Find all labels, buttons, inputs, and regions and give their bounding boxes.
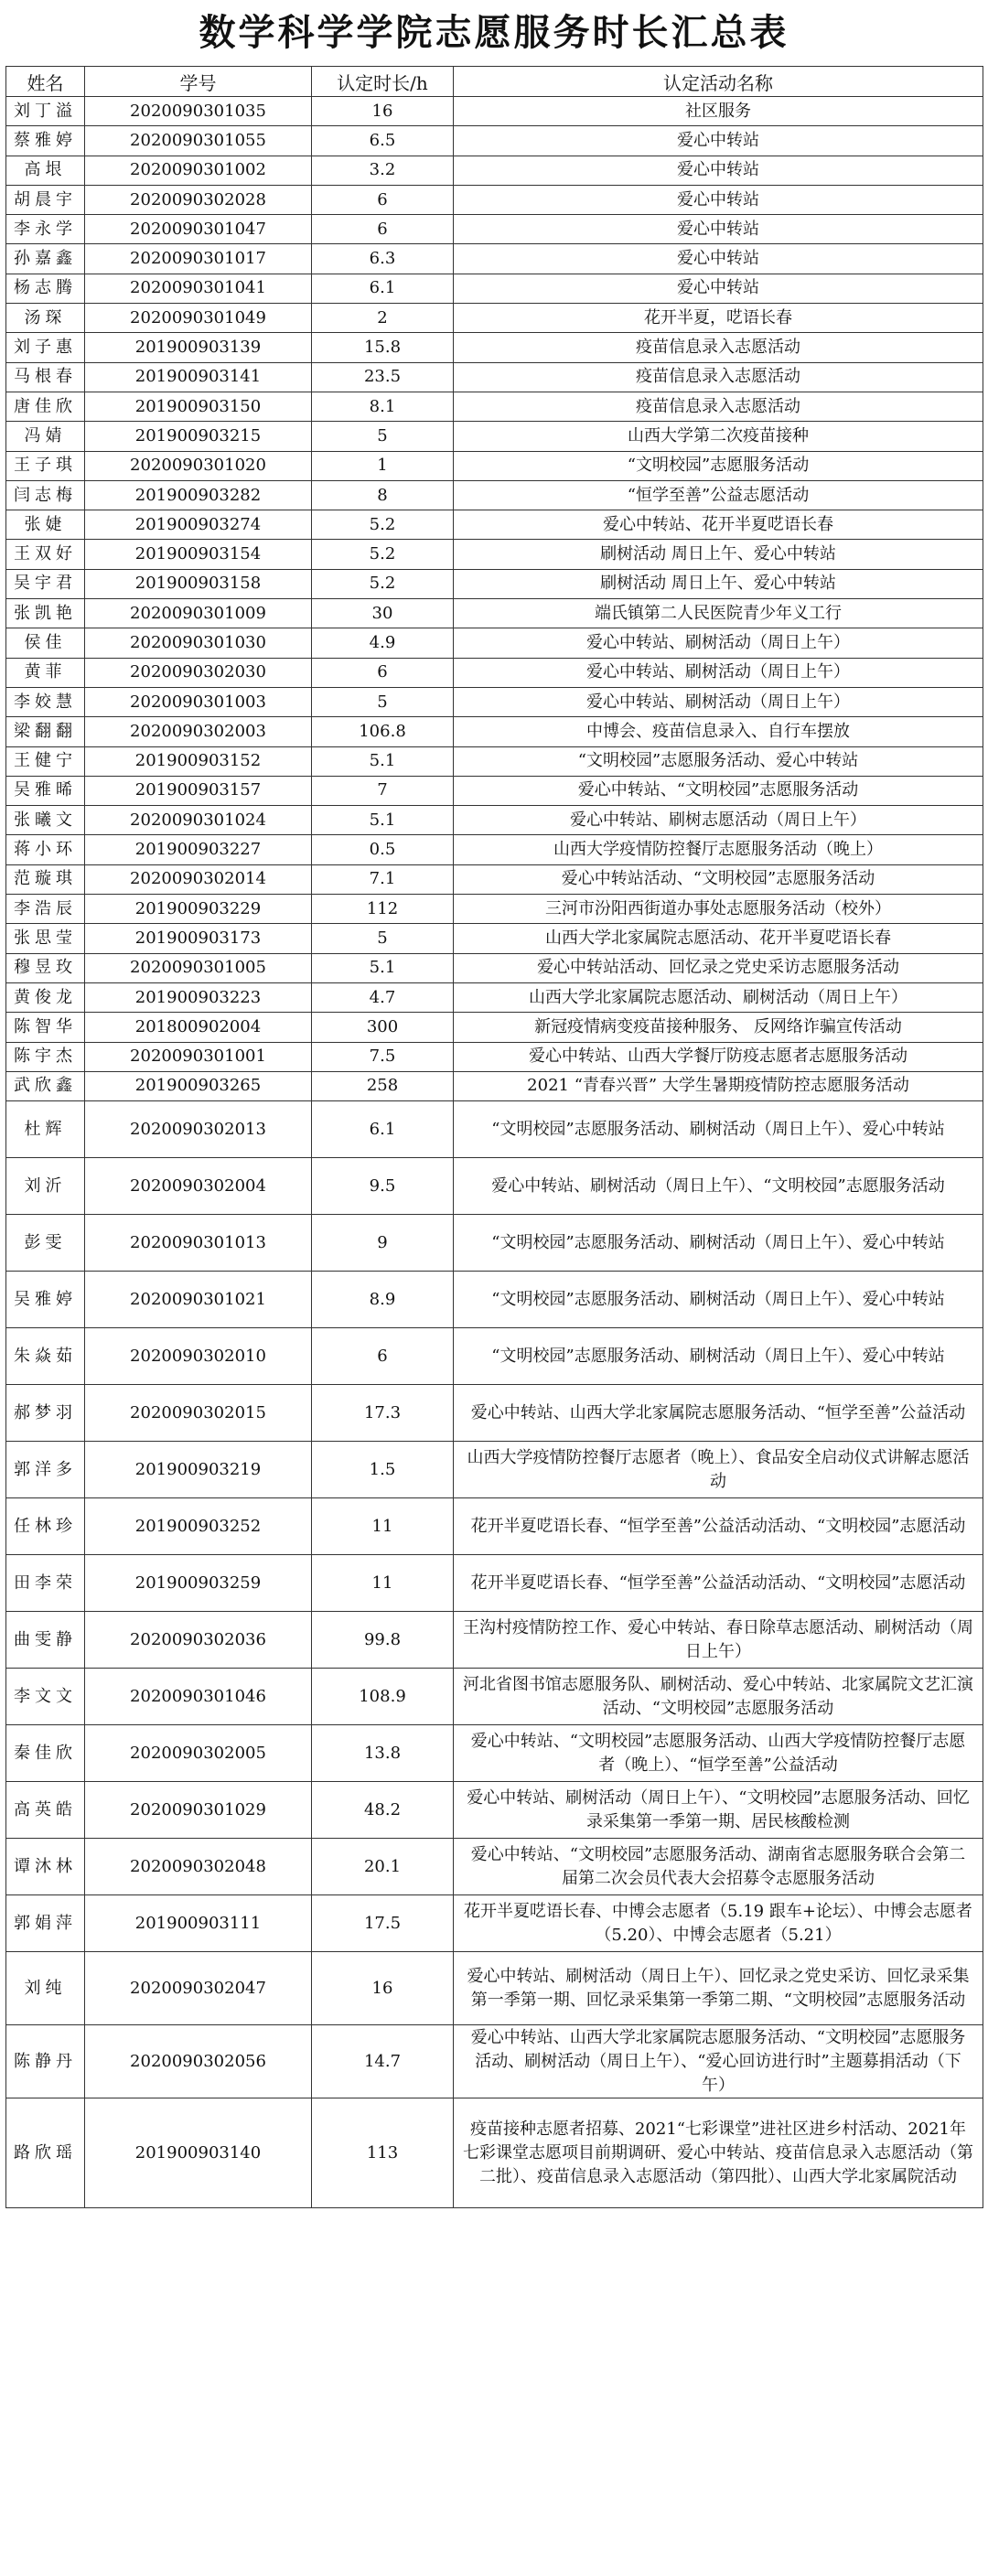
cell-student-id: 201900903282 bbox=[85, 480, 312, 510]
cell-activity: 爱心中转站、“文明校园”志愿服务活动、湖南省志愿服务联合会第二届第二次会员代表大会招募令志愿服务活动 bbox=[454, 1839, 983, 1895]
cell-name: 孙嘉鑫 bbox=[6, 244, 85, 274]
table-row bbox=[6, 835, 983, 864]
cell-name: 彭雯 bbox=[6, 1215, 85, 1272]
table-row bbox=[6, 304, 983, 333]
table-row bbox=[6, 569, 983, 598]
cell-student-id: 2020090302013 bbox=[85, 1101, 312, 1158]
table-row bbox=[6, 1101, 983, 1158]
cell-student-id: 2020090302015 bbox=[85, 1385, 312, 1442]
cell-name: 穆昱玫 bbox=[6, 953, 85, 982]
table-row bbox=[6, 362, 983, 392]
cell-hours: 30 bbox=[312, 599, 454, 628]
cell-name: 张婕 bbox=[6, 510, 85, 540]
cell-name: 高英皓 bbox=[6, 1782, 85, 1839]
table-row bbox=[6, 1013, 983, 1042]
cell-name: 张曦文 bbox=[6, 806, 85, 835]
header-name: 姓名 bbox=[6, 67, 85, 97]
cell-name: 吴雅婷 bbox=[6, 1272, 85, 1328]
cell-activity: 疫苗信息录入志愿活动 bbox=[454, 392, 983, 421]
cell-student-id: 2020090302003 bbox=[85, 717, 312, 746]
cell-student-id: 201900903219 bbox=[85, 1442, 312, 1498]
cell-activity: 山西大学第二次疫苗接种 bbox=[454, 422, 983, 451]
table-row bbox=[6, 2098, 983, 2208]
cell-student-id: 201900903259 bbox=[85, 1555, 312, 1612]
cell-student-id: 201900903158 bbox=[85, 569, 312, 598]
cell-student-id: 2020090301055 bbox=[85, 126, 312, 156]
table-row bbox=[6, 1498, 983, 1555]
cell-hours: 7.1 bbox=[312, 864, 454, 894]
cell-activity: “文明校园”志愿服务活动、刷树活动（周日上午）、爱心中转站 bbox=[454, 1328, 983, 1385]
cell-hours: 258 bbox=[312, 1071, 454, 1100]
cell-name: 王双好 bbox=[6, 540, 85, 569]
table-row bbox=[6, 1839, 983, 1895]
cell-activity: 爱心中转站、花开半夏呓语长春 bbox=[454, 510, 983, 540]
table-row bbox=[6, 1042, 983, 1071]
table-row bbox=[6, 244, 983, 274]
table-row bbox=[6, 599, 983, 628]
table-row bbox=[6, 392, 983, 421]
cell-student-id: 2020090302030 bbox=[85, 658, 312, 687]
table-row bbox=[6, 185, 983, 214]
cell-activity: 2021 “青春兴晋” 大学生暑期疫情防控志愿服务活动 bbox=[454, 1071, 983, 1100]
table-row bbox=[6, 776, 983, 805]
cell-student-id: 2020090302005 bbox=[85, 1725, 312, 1782]
cell-student-id: 201900903252 bbox=[85, 1498, 312, 1555]
cell-activity: “文明校园”志愿服务活动 bbox=[454, 451, 983, 480]
cell-hours: 6 bbox=[312, 215, 454, 244]
cell-student-id: 201900903111 bbox=[85, 1895, 312, 1952]
cell-hours: 300 bbox=[312, 1013, 454, 1042]
cell-hours: 8.9 bbox=[312, 1272, 454, 1328]
cell-name: 王健宁 bbox=[6, 746, 85, 776]
cell-activity: “文明校园”志愿服务活动、刷树活动（周日上午）、爱心中转站 bbox=[454, 1272, 983, 1328]
cell-name: 王子琪 bbox=[6, 451, 85, 480]
cell-activity: 爱心中转站 bbox=[454, 215, 983, 244]
cell-activity: 爱心中转站、“文明校园”志愿服务活动 bbox=[454, 776, 983, 805]
table-row bbox=[6, 1612, 983, 1669]
cell-hours: 20.1 bbox=[312, 1839, 454, 1895]
cell-hours: 16 bbox=[312, 1952, 454, 2025]
cell-name: 黄俊龙 bbox=[6, 982, 85, 1012]
cell-activity: 花开半夏呓语长春、“恒学至善”公益活动活动、“文明校园”志愿活动 bbox=[454, 1498, 983, 1555]
cell-student-id: 201900903157 bbox=[85, 776, 312, 805]
cell-activity: 爱心中转站 bbox=[454, 185, 983, 214]
table-row bbox=[6, 422, 983, 451]
cell-name: 朱焱茹 bbox=[6, 1328, 85, 1385]
cell-hours: 7 bbox=[312, 776, 454, 805]
cell-name: 闫志梅 bbox=[6, 480, 85, 510]
cell-name: 唐佳欣 bbox=[6, 392, 85, 421]
cell-hours: 5 bbox=[312, 924, 454, 953]
cell-name: 路欣瑶 bbox=[6, 2098, 85, 2208]
cell-student-id: 201900903150 bbox=[85, 392, 312, 421]
cell-activity: 山西大学疫情防控餐厅志愿服务活动（晚上） bbox=[454, 835, 983, 864]
cell-activity: 爱心中转站 bbox=[454, 156, 983, 185]
cell-name: 刘子惠 bbox=[6, 333, 85, 362]
cell-student-id: 2020090302014 bbox=[85, 864, 312, 894]
cell-hours: 5.1 bbox=[312, 953, 454, 982]
cell-activity: 花开半夏呓语长春、中博会志愿者（5.19 跟车+论坛）、中博会志愿者（5.20）、中博会志愿者（5.21） bbox=[454, 1895, 983, 1952]
cell-hours: 1.5 bbox=[312, 1442, 454, 1498]
cell-hours: 0.5 bbox=[312, 835, 454, 864]
cell-name: 郭洋多 bbox=[6, 1442, 85, 1498]
cell-activity: 山西大学北家属院志愿活动、刷树活动（周日上午） bbox=[454, 982, 983, 1012]
cell-activity: 中博会、疫苗信息录入、自行车摆放 bbox=[454, 717, 983, 746]
cell-name: 范璇琪 bbox=[6, 864, 85, 894]
cell-activity: 爱心中转站、山西大学餐厅防疫志愿者志愿服务活动 bbox=[454, 1042, 983, 1071]
cell-student-id: 2020090301009 bbox=[85, 599, 312, 628]
cell-name: 谭沐林 bbox=[6, 1839, 85, 1895]
table-row bbox=[6, 1158, 983, 1215]
cell-student-id: 201900903140 bbox=[85, 2098, 312, 2208]
table-row bbox=[6, 982, 983, 1012]
cell-hours: 5.1 bbox=[312, 746, 454, 776]
cell-student-id: 2020090301024 bbox=[85, 806, 312, 835]
cell-student-id: 201900903154 bbox=[85, 540, 312, 569]
cell-student-id: 2020090301047 bbox=[85, 215, 312, 244]
table-row bbox=[6, 1272, 983, 1328]
cell-activity: 疫苗信息录入志愿活动 bbox=[454, 362, 983, 392]
cell-name: 李文文 bbox=[6, 1669, 85, 1725]
cell-student-id: 201900903141 bbox=[85, 362, 312, 392]
cell-name: 马根春 bbox=[6, 362, 85, 392]
cell-student-id: 2020090301035 bbox=[85, 97, 312, 126]
cell-student-id: 201900903265 bbox=[85, 1071, 312, 1100]
cell-name: 蔡雅婷 bbox=[6, 126, 85, 156]
cell-student-id: 2020090301030 bbox=[85, 628, 312, 658]
cell-student-id: 201900903229 bbox=[85, 895, 312, 924]
cell-hours: 5.2 bbox=[312, 569, 454, 598]
cell-hours: 13.8 bbox=[312, 1725, 454, 1782]
cell-activity: 爱心中转站、山西大学北家属院志愿服务活动、“文明校园”志愿服务活动、刷树活动（周日上午）、“爱心回访进行时”主题募捐活动（下午） bbox=[454, 2025, 983, 2098]
cell-activity: 王沟村疫情防控工作、爱心中转站、春日除草志愿活动、刷树活动（周日上午） bbox=[454, 1612, 983, 1669]
cell-name: 杨志腾 bbox=[6, 274, 85, 303]
volunteer-hours-table bbox=[5, 66, 983, 2208]
cell-activity: 端氏镇第二人民医院青少年义工行 bbox=[454, 599, 983, 628]
cell-activity: 疫苗信息录入志愿活动 bbox=[454, 333, 983, 362]
cell-student-id: 201900903173 bbox=[85, 924, 312, 953]
cell-student-id: 201900903223 bbox=[85, 982, 312, 1012]
cell-hours: 5.2 bbox=[312, 540, 454, 569]
cell-hours: 11 bbox=[312, 1498, 454, 1555]
table-row bbox=[6, 806, 983, 835]
cell-name: 陈智华 bbox=[6, 1013, 85, 1042]
cell-student-id: 201900903139 bbox=[85, 333, 312, 362]
cell-hours: 9.5 bbox=[312, 1158, 454, 1215]
cell-activity: 爱心中转站、刷树志愿活动（周日上午） bbox=[454, 806, 983, 835]
cell-activity: 花开半夏，呓语长春 bbox=[454, 304, 983, 333]
table-row bbox=[6, 1385, 983, 1442]
cell-hours: 23.5 bbox=[312, 362, 454, 392]
cell-student-id: 2020090302036 bbox=[85, 1612, 312, 1669]
cell-hours: 3.2 bbox=[312, 156, 454, 185]
cell-name: 武欣鑫 bbox=[6, 1071, 85, 1100]
cell-hours: 15.8 bbox=[312, 333, 454, 362]
table-row bbox=[6, 687, 983, 716]
cell-name: 高垠 bbox=[6, 156, 85, 185]
cell-student-id: 201900903227 bbox=[85, 835, 312, 864]
cell-student-id: 201900903215 bbox=[85, 422, 312, 451]
table-row bbox=[6, 480, 983, 510]
cell-name: 胡晨宇 bbox=[6, 185, 85, 214]
cell-hours: 112 bbox=[312, 895, 454, 924]
cell-name: 刘纯 bbox=[6, 1952, 85, 2025]
cell-name: 刘丁溢 bbox=[6, 97, 85, 126]
table-row bbox=[6, 1328, 983, 1385]
cell-student-id: 2020090302028 bbox=[85, 185, 312, 214]
cell-name: 任林珍 bbox=[6, 1498, 85, 1555]
table-row bbox=[6, 333, 983, 362]
cell-name: 杜辉 bbox=[6, 1101, 85, 1158]
cell-activity: 刷树活动 周日上午、爱心中转站 bbox=[454, 569, 983, 598]
cell-hours: 11 bbox=[312, 1555, 454, 1612]
cell-activity: 爱心中转站活动、“文明校园”志愿服务活动 bbox=[454, 864, 983, 894]
cell-activity: 爱心中转站、刷树活动（周日上午）、回忆录之党史采访、回忆录采集第一季第一期、回忆录采集第一季第二期、“文明校园”志愿服务活动 bbox=[454, 1952, 983, 2025]
cell-hours: 17.5 bbox=[312, 1895, 454, 1952]
cell-hours: 6.5 bbox=[312, 126, 454, 156]
header-hours: 认定时长/h bbox=[312, 67, 454, 97]
cell-hours: 8 bbox=[312, 480, 454, 510]
cell-activity: 爱心中转站、刷树活动（周日上午） bbox=[454, 658, 983, 687]
cell-student-id: 2020090301046 bbox=[85, 1669, 312, 1725]
table-row bbox=[6, 658, 983, 687]
cell-hours: 2 bbox=[312, 304, 454, 333]
cell-activity: 新冠疫情病变疫苗接种服务、 反网络诈骗宣传活动 bbox=[454, 1013, 983, 1042]
table-row bbox=[6, 1071, 983, 1100]
cell-student-id: 2020090301013 bbox=[85, 1215, 312, 1272]
cell-activity: 爱心中转站活动、回忆录之党史采访志愿服务活动 bbox=[454, 953, 983, 982]
table-row bbox=[6, 156, 983, 185]
table-row bbox=[6, 1895, 983, 1952]
cell-name: 梁翻翻 bbox=[6, 717, 85, 746]
cell-hours: 113 bbox=[312, 2098, 454, 2208]
document-title: 数学科学学院志愿服务时长汇总表 bbox=[199, 12, 789, 54]
cell-hours: 9 bbox=[312, 1215, 454, 1272]
table-row bbox=[6, 1952, 983, 2025]
cell-name: 张凯艳 bbox=[6, 599, 85, 628]
cell-hours: 5 bbox=[312, 422, 454, 451]
table-body bbox=[6, 97, 983, 2208]
cell-activity: 山西大学疫情防控餐厅志愿者（晚上）、食品安全启动仪式讲解志愿活动 bbox=[454, 1442, 983, 1498]
cell-activity: “恒学至善”公益志愿活动 bbox=[454, 480, 983, 510]
table-row bbox=[6, 628, 983, 658]
cell-hours: 4.7 bbox=[312, 982, 454, 1012]
cell-name: 田李荣 bbox=[6, 1555, 85, 1612]
table-row bbox=[6, 864, 983, 894]
cell-activity: 爱心中转站、“文明校园”志愿服务活动、山西大学疫情防控餐厅志愿者（晚上）、“恒学至善”公益活动 bbox=[454, 1725, 983, 1782]
cell-name: 陈宇杰 bbox=[6, 1042, 85, 1071]
header-row bbox=[6, 67, 983, 97]
table-row bbox=[6, 895, 983, 924]
cell-activity: 河北省图书馆志愿服务队、刷树活动、爱心中转站、北家属院文艺汇演活动、“文明校园”志愿服务活动 bbox=[454, 1669, 983, 1725]
cell-activity: 爱心中转站、刷树活动（周日上午）、“文明校园”志愿服务活动 bbox=[454, 1158, 983, 1215]
table-row bbox=[6, 924, 983, 953]
cell-activity: 三河市汾阳西街道办事处志愿服务活动（校外） bbox=[454, 895, 983, 924]
cell-name: 侯佳 bbox=[6, 628, 85, 658]
cell-name: 汤琛 bbox=[6, 304, 85, 333]
cell-name: 李永学 bbox=[6, 215, 85, 244]
cell-activity: 爱心中转站 bbox=[454, 274, 983, 303]
table-row bbox=[6, 1782, 983, 1839]
cell-hours: 6 bbox=[312, 1328, 454, 1385]
cell-hours: 6 bbox=[312, 185, 454, 214]
cell-name: 秦佳欣 bbox=[6, 1725, 85, 1782]
cell-student-id: 201800902004 bbox=[85, 1013, 312, 1042]
cell-student-id: 2020090302047 bbox=[85, 1952, 312, 2025]
cell-student-id: 2020090301041 bbox=[85, 274, 312, 303]
table-row bbox=[6, 451, 983, 480]
cell-hours: 6 bbox=[312, 658, 454, 687]
cell-student-id: 2020090301003 bbox=[85, 687, 312, 716]
cell-hours: 5.2 bbox=[312, 510, 454, 540]
cell-hours: 8.1 bbox=[312, 392, 454, 421]
cell-hours: 99.8 bbox=[312, 1612, 454, 1669]
table-row bbox=[6, 510, 983, 540]
table-row bbox=[6, 717, 983, 746]
cell-hours: 6.3 bbox=[312, 244, 454, 274]
cell-student-id: 2020090302004 bbox=[85, 1158, 312, 1215]
cell-student-id: 2020090302010 bbox=[85, 1328, 312, 1385]
cell-name: 李姣慧 bbox=[6, 687, 85, 716]
cell-student-id: 2020090302056 bbox=[85, 2025, 312, 2098]
cell-name: 黄菲 bbox=[6, 658, 85, 687]
cell-name: 李浩辰 bbox=[6, 895, 85, 924]
cell-student-id: 2020090301020 bbox=[85, 451, 312, 480]
cell-name: 冯婧 bbox=[6, 422, 85, 451]
cell-hours: 4.9 bbox=[312, 628, 454, 658]
cell-activity: 社区服务 bbox=[454, 97, 983, 126]
cell-name: 蒋小环 bbox=[6, 835, 85, 864]
cell-hours: 108.9 bbox=[312, 1669, 454, 1725]
cell-student-id: 201900903152 bbox=[85, 746, 312, 776]
cell-name: 刘沂 bbox=[6, 1158, 85, 1215]
cell-activity: “文明校园”志愿服务活动、刷树活动（周日上午）、爱心中转站 bbox=[454, 1215, 983, 1272]
cell-hours: 7.5 bbox=[312, 1042, 454, 1071]
header-student-id: 学号 bbox=[85, 67, 312, 97]
cell-hours: 1 bbox=[312, 451, 454, 480]
cell-student-id: 2020090301005 bbox=[85, 953, 312, 982]
cell-student-id: 2020090301017 bbox=[85, 244, 312, 274]
table-row bbox=[6, 540, 983, 569]
cell-activity: 爱心中转站、刷树活动（周日上午） bbox=[454, 687, 983, 716]
cell-name: 张思莹 bbox=[6, 924, 85, 953]
cell-hours: 14.7 bbox=[312, 2025, 454, 2098]
cell-name: 吴雅晞 bbox=[6, 776, 85, 805]
table-row bbox=[6, 746, 983, 776]
table-row bbox=[6, 97, 983, 126]
cell-hours: 5.1 bbox=[312, 806, 454, 835]
cell-student-id: 2020090301029 bbox=[85, 1782, 312, 1839]
cell-hours: 6.1 bbox=[312, 274, 454, 303]
table-row bbox=[6, 1442, 983, 1498]
cell-hours: 6.1 bbox=[312, 1101, 454, 1158]
cell-name: 郝梦羽 bbox=[6, 1385, 85, 1442]
cell-activity: 山西大学北家属院志愿活动、花开半夏呓语长春 bbox=[454, 924, 983, 953]
table-row bbox=[6, 1725, 983, 1782]
cell-activity: 刷树活动 周日上午、爱心中转站 bbox=[454, 540, 983, 569]
cell-activity: 疫苗接种志愿者招募、2021“七彩课堂”进社区进乡村活动、2021年七彩课堂志愿项目前期调研、爱心中转站、疫苗信息录入志愿活动（第二批）、疫苗信息录入志愿活动（第四批）、山西大学北家属院活动 bbox=[454, 2098, 983, 2208]
cell-activity: 爱心中转站、刷树活动（周日上午）、“文明校园”志愿服务活动、回忆录采集第一季第一期、居民核酸检测 bbox=[454, 1782, 983, 1839]
table-row bbox=[6, 2025, 983, 2098]
cell-activity: 花开半夏呓语长春、“恒学至善”公益活动活动、“文明校园”志愿活动 bbox=[454, 1555, 983, 1612]
table-row bbox=[6, 953, 983, 982]
cell-activity: 爱心中转站 bbox=[454, 126, 983, 156]
cell-hours: 106.8 bbox=[312, 717, 454, 746]
cell-activity: 爱心中转站 bbox=[454, 244, 983, 274]
table-row bbox=[6, 215, 983, 244]
cell-student-id: 201900903274 bbox=[85, 510, 312, 540]
cell-name: 陈静丹 bbox=[6, 2025, 85, 2098]
table-row bbox=[6, 1215, 983, 1272]
cell-activity: 爱心中转站、刷树活动（周日上午） bbox=[454, 628, 983, 658]
table-row bbox=[6, 1669, 983, 1725]
cell-hours: 17.3 bbox=[312, 1385, 454, 1442]
cell-hours: 16 bbox=[312, 97, 454, 126]
cell-name: 吴宇君 bbox=[6, 569, 85, 598]
cell-activity: “文明校园”志愿服务活动、刷树活动（周日上午）、爱心中转站 bbox=[454, 1101, 983, 1158]
cell-name: 曲雯静 bbox=[6, 1612, 85, 1669]
table-row bbox=[6, 126, 983, 156]
cell-activity: 爱心中转站、山西大学北家属院志愿服务活动、“恒学至善”公益活动 bbox=[454, 1385, 983, 1442]
cell-student-id: 2020090301021 bbox=[85, 1272, 312, 1328]
cell-hours: 48.2 bbox=[312, 1782, 454, 1839]
header-activity: 认定活动名称 bbox=[454, 67, 983, 97]
cell-student-id: 2020090301049 bbox=[85, 304, 312, 333]
cell-name: 郭娟萍 bbox=[6, 1895, 85, 1952]
table-row bbox=[6, 1555, 983, 1612]
table-row bbox=[6, 274, 983, 303]
cell-student-id: 2020090301002 bbox=[85, 156, 312, 185]
cell-student-id: 2020090302048 bbox=[85, 1839, 312, 1895]
cell-activity: “文明校园”志愿服务活动、爱心中转站 bbox=[454, 746, 983, 776]
cell-student-id: 2020090301001 bbox=[85, 1042, 312, 1071]
cell-hours: 5 bbox=[312, 687, 454, 716]
